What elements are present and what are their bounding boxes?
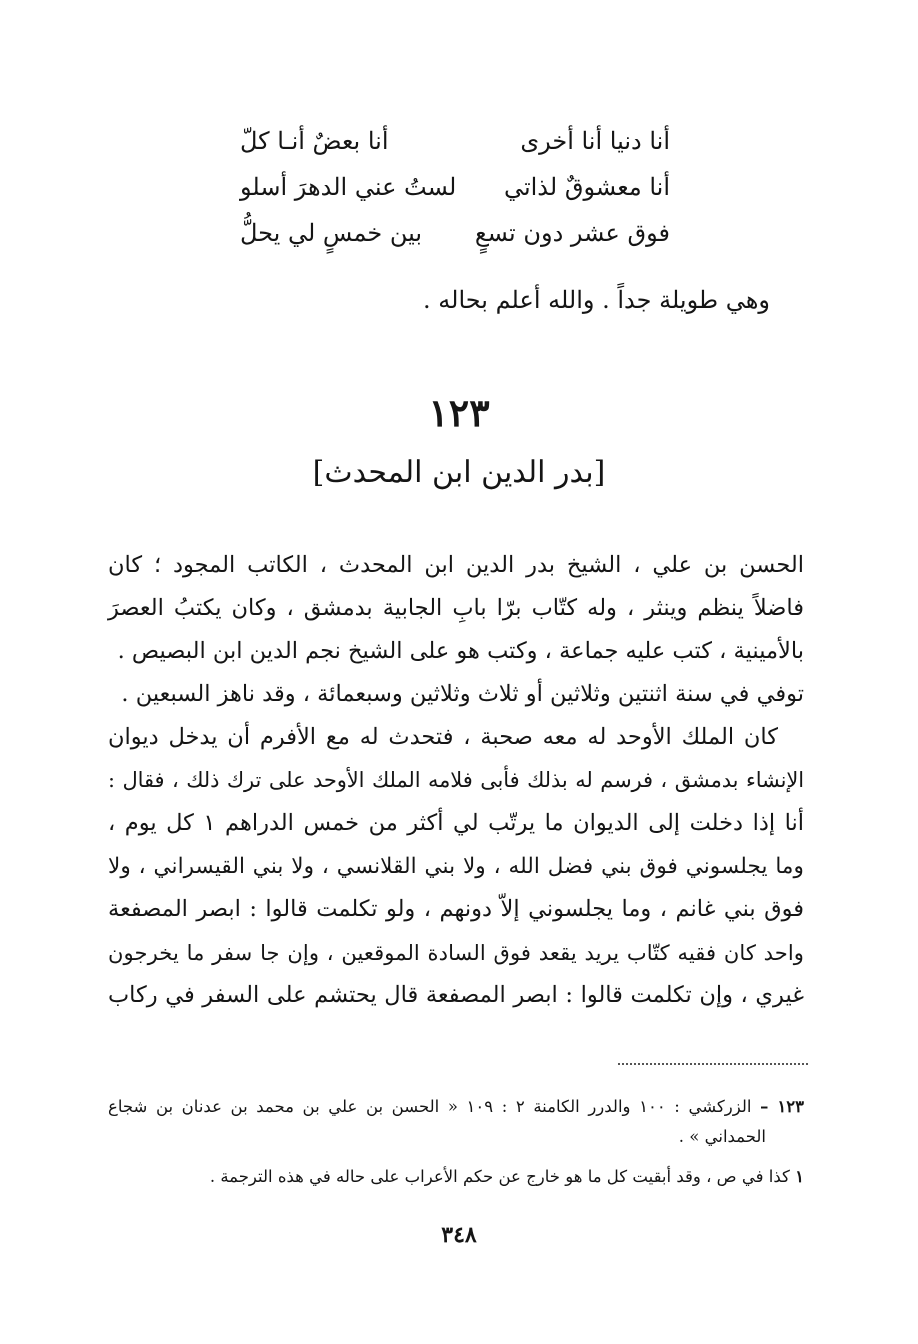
footnote-source (108, 1092, 804, 1152)
text-line: فاضلاً ينظم وينثر ، وله كتّاب برّا بابِ الجابية بدمشق ، وكان يكتبُ العصرَ (108, 595, 804, 621)
verse-first-hemistich: أنا معشوقٌ لذاتي (503, 173, 670, 201)
footnote-source-continuation: الحمداني » . (678, 1127, 766, 1146)
footnote-source-number: ١٢٣ – (760, 1097, 804, 1116)
text-line: وما يجلسوني فوق بني فضل الله ، ولا بني القلانسي ، ولا بني القيسراني ، ولا (108, 854, 804, 879)
poem-verse (240, 118, 670, 164)
poem-verse (240, 164, 670, 210)
entry-title: [بدر الدين ابن المحدث] (312, 455, 606, 490)
poem-verse (240, 210, 670, 256)
verse-second-hemistich: بين خمسٍ لي يحلُّ (240, 219, 423, 247)
text-line: الإنشاء بدمشق ، فرسم له بذلك فأبى فلامه الملك الأوحد على ترك ذلك ، فقال : (108, 768, 804, 792)
footnote-separator (618, 1063, 808, 1065)
text-line: توفي في سنة اثنتين وثلاثين أو ثلاث وثلاثين وسبعمائة ، وقد ناهز السبعين . (121, 681, 804, 707)
text-line: غيري ، وإن تكلمت قالوا : ابصر المصفعة قال يحتشم على السفر في ركاب (108, 982, 804, 1008)
text-line: الحسن بن علي ، الشيخ بدر الدين ابن المحدث ، الكاتب المجود ؛ كان (108, 552, 804, 578)
verse-second-hemistich: لستُ عني الدهرَ أسلو (240, 173, 457, 201)
poem-closing-remark: وهي طويلة جداً . والله أعلم بحاله . (423, 286, 770, 314)
text-line: واحد كان فقيه كتّاب يريد يقعد فوق السادة الموقعين ، وإن جا سفر ما يخرجون (108, 940, 804, 965)
footnote-note (108, 1162, 814, 1192)
footnote-note-number: ١ (795, 1167, 804, 1186)
text-line: فوق بني غانم ، وما يجلسوني إلاّ دونهم ، ولو تكلمت قالوا : ابصر المصفعة (108, 896, 804, 922)
footnote-source-line (108, 1092, 804, 1122)
footnote-note-text: كذا في ص ، وقد أبقيت كل ما هو خارج عن حكم الأعراب على حاله في هذه الترجمة . (209, 1167, 790, 1186)
text-line: كان الملك الأوحد له معه صحبة ، فتحدث له مع الأفرم أن يدخل ديوان (108, 724, 778, 750)
text-line: بالأمينية ، كتب عليه جماعة ، وكتب هو على الشيخ نجم الدين ابن البصيص . (117, 638, 804, 664)
biography-text (108, 544, 804, 1017)
entry-number: ١٢٣ (428, 390, 490, 435)
verse-second-hemistich: أنا بعضٌ أنـا كلّ (240, 127, 389, 155)
page-number: ٣٤٨ (441, 1222, 477, 1248)
poem (240, 118, 670, 256)
verse-first-hemistich: أنا دنيا أنا أخرى (520, 127, 670, 155)
verse-first-hemistich: فوق عشر دون تسعٍ (474, 219, 670, 247)
footnote-source-text: الزركشي : ١٠٠ والدرر الكامنة ٢ : ١٠٩ « الحسن بن علي بن محمد بن عدنان بن شجاع (108, 1097, 752, 1116)
text-line: أنا إذا دخلت إلى الديوان ما يرتّب لي أكثر من خمس الدراهم ١ كل يوم ، (108, 810, 804, 836)
